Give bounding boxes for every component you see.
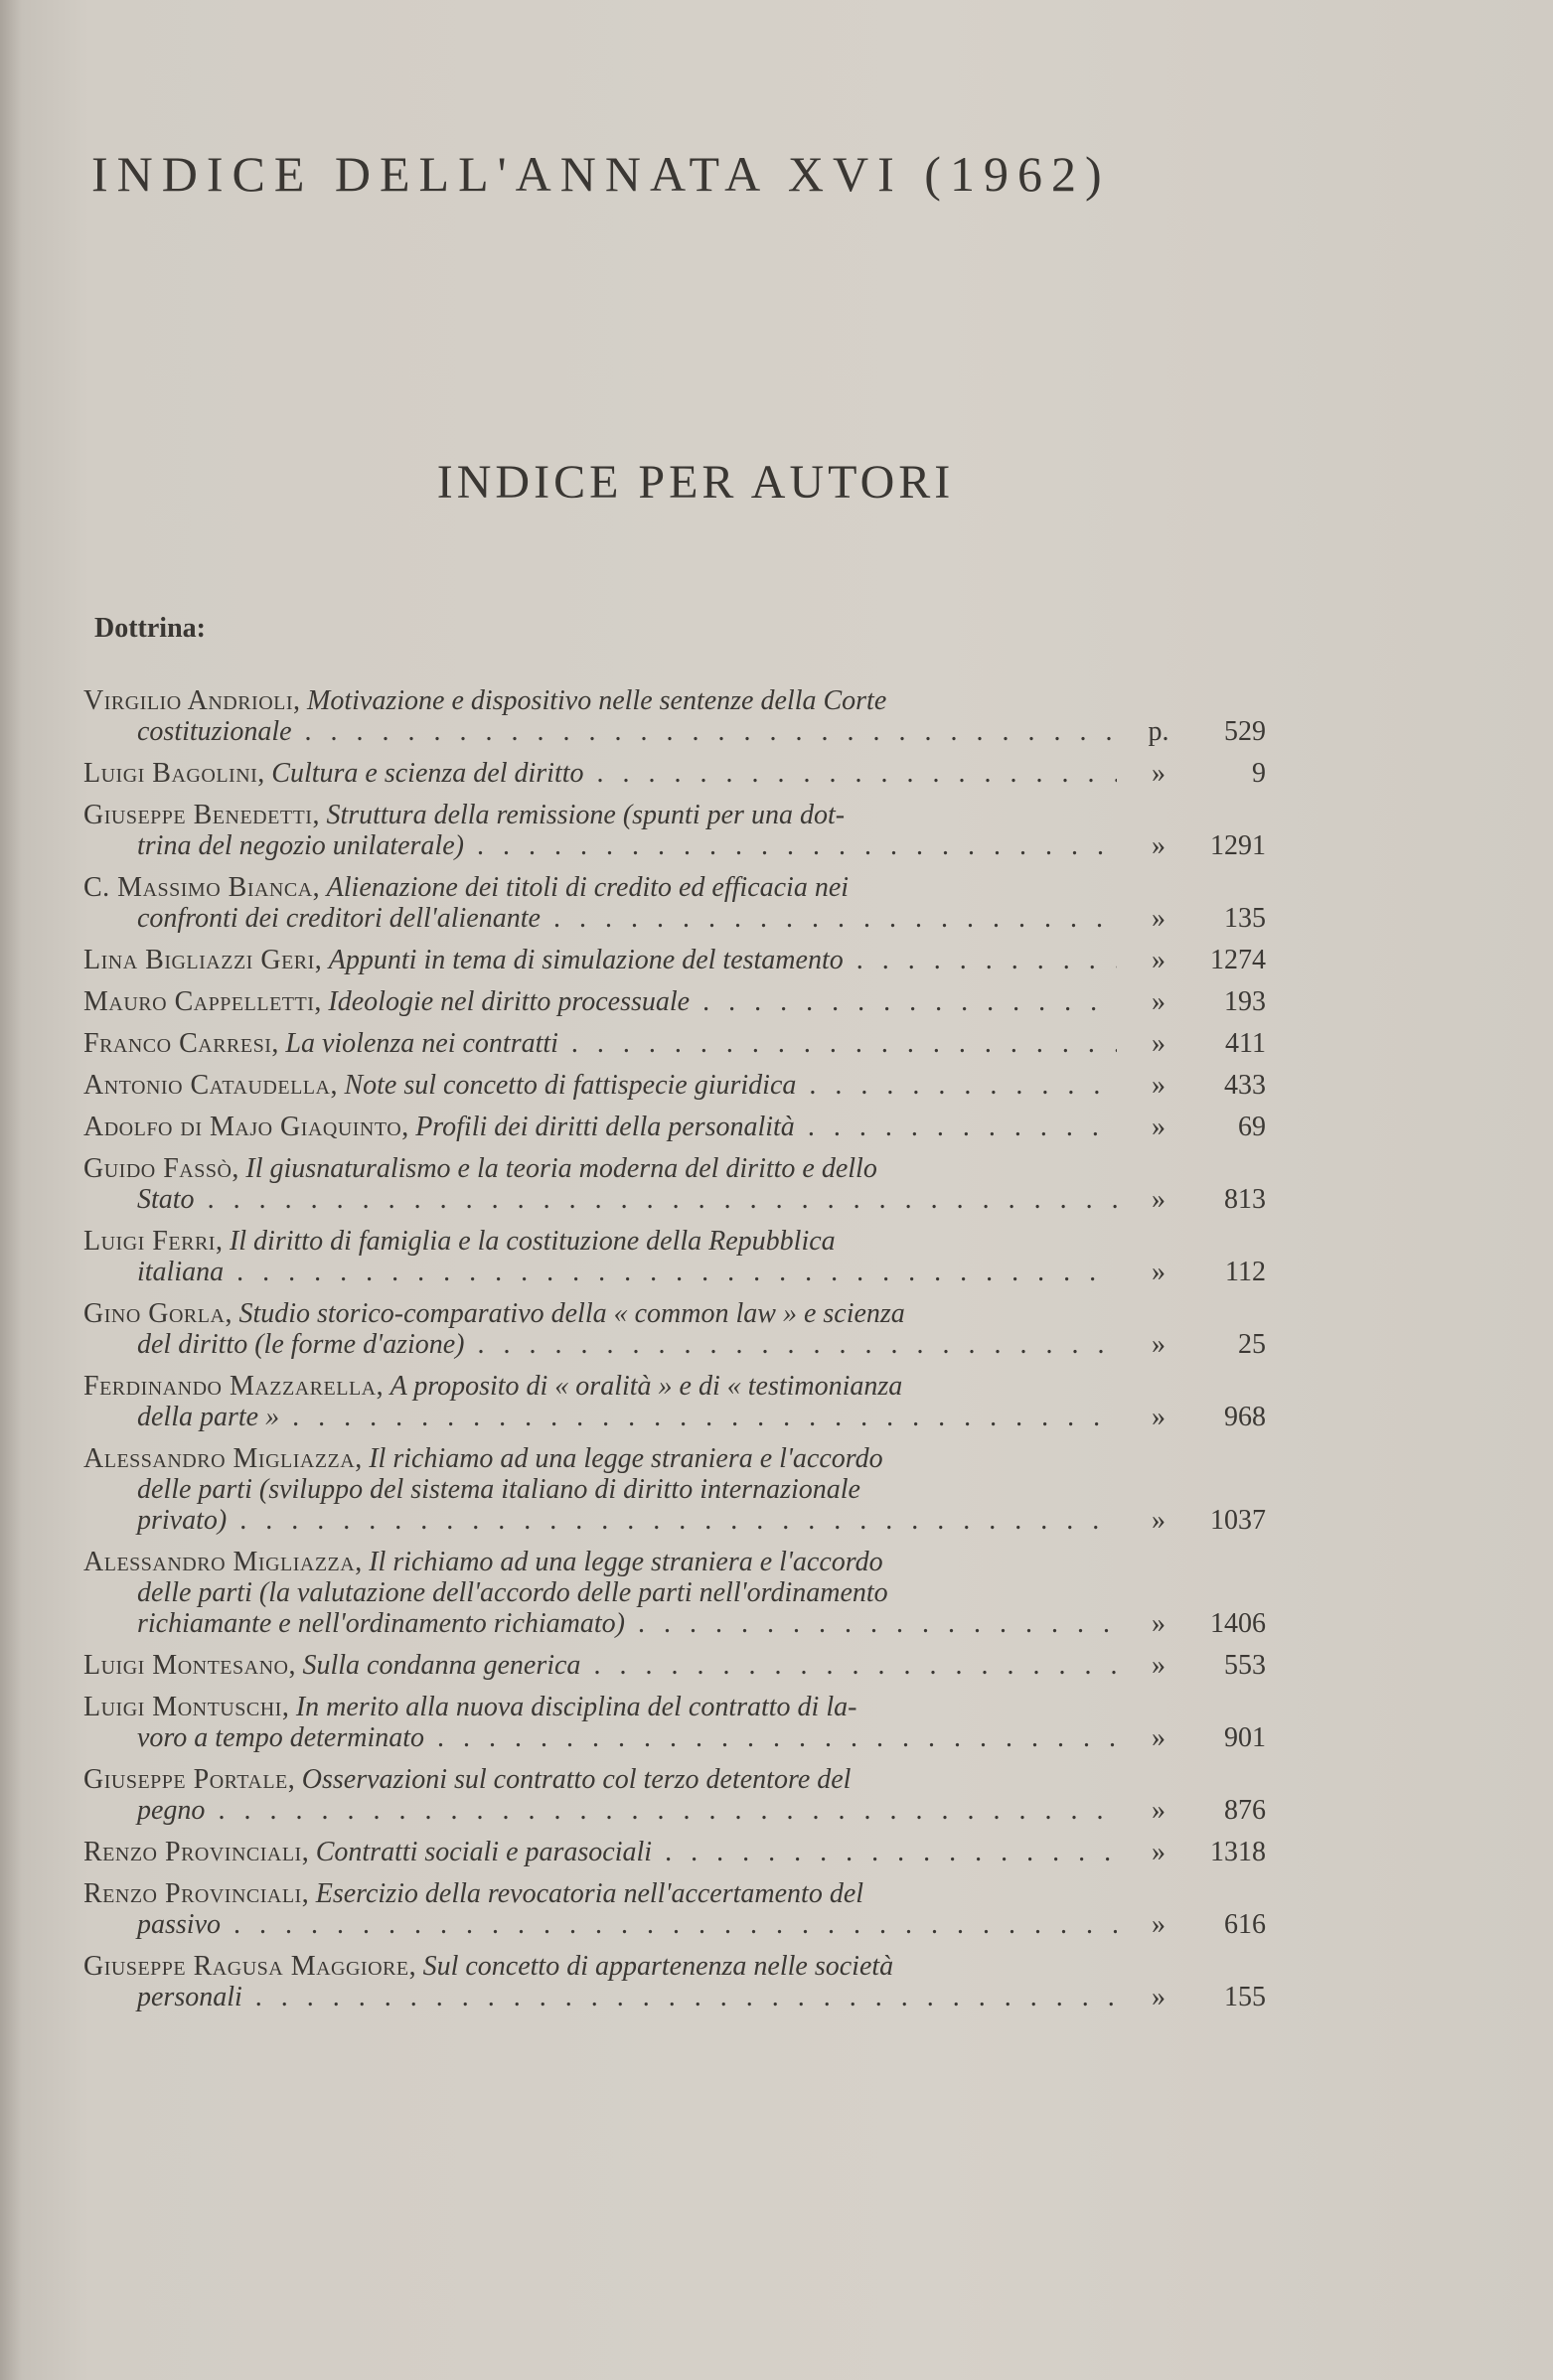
page-number: 1406 [1210, 1608, 1266, 1639]
entry-author: Luigi Montuschi [83, 1692, 282, 1722]
index-entry [83, 685, 1266, 747]
index-entry [83, 872, 1266, 934]
entry-author: Virgilio Andrioli [83, 685, 294, 716]
entry-title: Il diritto di famiglia e la costituzione della Repubblica [229, 1226, 836, 1257]
page-marker: » [1152, 1608, 1165, 1639]
entry-author: Luigi Montesano [83, 1650, 289, 1681]
entry-first-line: Guido Fassò, Il giusnaturalismo e la teoria moderna del diritto e dello [83, 1153, 877, 1184]
entry-first-line: Lina Bigliazzi Geri, Appunti in tema di simulazione del testamento . . . [83, 945, 1117, 975]
index-entry [83, 1692, 1266, 1753]
entry-title: Profili dei diritti della personalità [415, 1112, 795, 1142]
entry-title: Sul concetto di appartenenza nelle società [422, 1951, 894, 1982]
subsection-heading: Dottrina: [94, 613, 206, 644]
entry-author: Giuseppe Ragusa Maggiore [83, 1951, 409, 1982]
entry-title: In merito alla nuova disciplina del contratto di la- [295, 1692, 857, 1722]
entry-first-line: Luigi Montesano, Sulla condanna generica . . . [83, 1650, 1117, 1681]
entry-first-line: Antonio Cataudella, Note sul concetto di fattispecie giuridica . . . [83, 1070, 1117, 1101]
entry-title-continued: passivo . . . [83, 1909, 1117, 1940]
entry-title: Struttura della remissione (spunti per una dot- [326, 800, 846, 830]
entry-author: Mauro Cappelletti [83, 986, 315, 1017]
entry-first-line: Ferdinando Mazzarella, A proposito di « oralità » e di « testimonianza [83, 1371, 903, 1402]
entry-first-line: Alessandro Migliazza, Il richiamo ad una legge straniera e l'accordo [83, 1443, 883, 1474]
entry-title: Il richiamo ad una legge straniera e l'accordo [369, 1547, 883, 1577]
index-entry [83, 800, 1266, 861]
page-number: 135 [1224, 903, 1266, 934]
page-number: 1291 [1210, 830, 1266, 861]
page-number: 1274 [1210, 945, 1266, 975]
entry-title: Note sul concetto di fattispecie giuridica [344, 1070, 797, 1101]
entry-title-continued: del diritto (le forme d'azione) . . . [83, 1329, 1117, 1360]
entry-title-continued: personali . . . [83, 1982, 1117, 2012]
index-entry [83, 1764, 1266, 1826]
page-number: 876 [1224, 1795, 1266, 1826]
entry-author: Luigi Bagolini [83, 758, 258, 789]
entry-title-continued: privato) . . . [83, 1505, 1117, 1536]
page-marker: » [1152, 1837, 1165, 1867]
entry-first-line: Giuseppe Benedetti, Struttura della remissione (spunti per una dot- [83, 800, 846, 830]
page-marker: » [1152, 1722, 1165, 1753]
page-number: 9 [1252, 758, 1266, 789]
entry-first-line: Franco Carresi, La violenza nei contratti . . . [83, 1028, 1117, 1059]
entry-title: Appunti in tema di simulazione del testamento [328, 945, 844, 975]
entry-title: Osservazioni sul contratto col terzo detentore del [301, 1764, 852, 1795]
index-entry [83, 1298, 1266, 1360]
entry-first-line: Luigi Ferri, Il diritto di famiglia e la costituzione della Repubblica [83, 1226, 836, 1257]
page-number: 193 [1224, 986, 1266, 1017]
page-number: 112 [1225, 1257, 1266, 1287]
entry-title-continued: Stato . . . [83, 1184, 1117, 1215]
index-entry [83, 1837, 1266, 1867]
page-number: 411 [1225, 1028, 1266, 1059]
page-marker: » [1152, 1028, 1165, 1059]
entry-title: A proposito di « oralità » e di « testimonianza [389, 1371, 903, 1402]
page-number: 1037 [1210, 1505, 1266, 1536]
page-marker: » [1152, 1505, 1165, 1536]
page-marker: » [1152, 1329, 1165, 1360]
entry-author: Giuseppe Portale [83, 1764, 288, 1795]
entry-first-line: Luigi Bagolini, Cultura e scienza del diritto . . . [83, 758, 1117, 789]
entry-first-line: C. Massimo Bianca, Alienazione dei titoli di credito ed efficacia nei [83, 872, 850, 903]
page-number: 155 [1224, 1982, 1266, 2012]
entry-title-continued: costituzionale . . . [83, 716, 1117, 747]
entry-title-continued: della parte » . . . [83, 1402, 1117, 1432]
entry-title: Il giusnaturalismo e la teoria moderna del diritto e dello [245, 1153, 877, 1184]
page-number: 433 [1224, 1070, 1266, 1101]
index-entry [83, 1443, 1266, 1536]
entry-author: Alessandro Migliazza [83, 1443, 356, 1474]
page-number: 69 [1238, 1112, 1266, 1142]
main-title: INDICE DELL'ANNATA XVI (1962) [91, 146, 1111, 202]
index-entry [83, 1951, 1266, 2012]
entry-title: Contratti sociali e parasociali [315, 1837, 653, 1867]
index-entry [83, 1878, 1266, 1940]
entry-title: Sulla condanna generica [302, 1650, 581, 1681]
entry-title: Il richiamo ad una legge straniera e l'accordo [369, 1443, 883, 1474]
entry-first-line: Alessandro Migliazza, Il richiamo ad una legge straniera e l'accordo [83, 1547, 883, 1577]
entry-first-line: Mauro Cappelletti, Ideologie nel diritto processuale . . . [83, 986, 1117, 1017]
entry-author: Ferdinando Mazzarella [83, 1371, 377, 1402]
entry-title-continued: delle parti (la valutazione dell'accordo delle parti nell'ordinamento [137, 1577, 888, 1608]
page-number: 616 [1224, 1909, 1266, 1940]
index-entry [83, 945, 1266, 975]
entry-first-line: Giuseppe Ragusa Maggiore, Sul concetto di appartenenza nelle società [83, 1951, 894, 1982]
entry-author: Antonio Cataudella [83, 1070, 331, 1101]
page-number: 1318 [1210, 1837, 1266, 1867]
entry-title: Alienazione dei titoli di credito ed efficacia nei [326, 872, 850, 903]
entry-title-continued: italiana . . . [83, 1257, 1117, 1287]
entry-author: Alessandro Migliazza [83, 1547, 356, 1577]
entry-first-line: Renzo Provinciali, Contratti sociali e parasociali . . . [83, 1837, 1117, 1867]
page-marker: » [1152, 1650, 1165, 1681]
entry-author: Adolfo di Majo Giaquinto [83, 1112, 402, 1142]
entry-first-line: Luigi Montuschi, In merito alla nuova disciplina del contratto di la- [83, 1692, 857, 1722]
entry-title: Ideologie nel diritto processuale [328, 986, 691, 1017]
entry-author: Giuseppe Benedetti [83, 800, 313, 830]
page-marker: » [1152, 1982, 1165, 2012]
index-entry [83, 1650, 1266, 1681]
index-entry [83, 1153, 1266, 1215]
page-marker: » [1152, 830, 1165, 861]
page-number: 901 [1224, 1722, 1266, 1753]
page-marker: » [1152, 1402, 1165, 1432]
entry-author: Gino Gorla [83, 1298, 226, 1329]
page-marker: » [1152, 1112, 1165, 1142]
page-marker: » [1152, 1184, 1165, 1215]
index-entry [83, 1028, 1266, 1059]
entry-author: Franco Carresi [83, 1028, 272, 1059]
index-entry [83, 758, 1266, 789]
entry-first-line: Virgilio Andrioli, Motivazione e dispositivo nelle sentenze della Corte [83, 685, 887, 716]
section-title: INDICE PER AUTORI [436, 456, 955, 509]
page-marker: » [1152, 1070, 1165, 1101]
index-entry [83, 1547, 1266, 1639]
entry-title: Motivazione e dispositivo nelle sentenze della Corte [307, 685, 887, 716]
entry-title-continued: voro a tempo determinato . . . [83, 1722, 1117, 1753]
entry-first-line: Giuseppe Portale, Osservazioni sul contratto col terzo detentore del [83, 1764, 852, 1795]
index-entry [83, 1226, 1266, 1287]
page-number: 813 [1224, 1184, 1266, 1215]
entry-first-line: Gino Gorla, Studio storico-comparativo della « common law » e scienza [83, 1298, 905, 1329]
page-number: 529 [1224, 716, 1266, 747]
index-entry [83, 1371, 1266, 1432]
entry-author: C. Massimo Bianca [83, 872, 313, 903]
entry-first-line: Adolfo di Majo Giaquinto, Profili dei diritti della personalità . . . [83, 1112, 1117, 1142]
entry-title: La violenza nei contratti [285, 1028, 558, 1059]
page-marker: » [1152, 758, 1165, 789]
page-number: 25 [1238, 1329, 1266, 1360]
page-marker: » [1152, 903, 1165, 934]
page-marker: » [1152, 1257, 1165, 1287]
page-marker: » [1152, 986, 1165, 1017]
page-marker: » [1152, 945, 1165, 975]
page-marker: p. [1148, 716, 1169, 747]
index-entry [83, 986, 1266, 1017]
entry-author: Guido Fassò [83, 1153, 233, 1184]
page-number: 968 [1224, 1402, 1266, 1432]
entry-title-continued: trina del negozio unilaterale) . . . [83, 830, 1117, 861]
entry-first-line: Renzo Provinciali, Esercizio della revocatoria nell'accertamento del [83, 1878, 864, 1909]
entry-title-continued: richiamante e nell'ordinamento richiamato) . . . [83, 1608, 1117, 1639]
entry-title-continued: confronti dei creditori dell'alienante . . . [83, 903, 1117, 934]
entry-author: Renzo Provinciali [83, 1878, 302, 1909]
entry-author: Renzo Provinciali [83, 1837, 302, 1867]
author-index-list [83, 685, 1266, 2023]
entry-title-continued: delle parti (sviluppo del sistema italiano di diritto internazionale [137, 1474, 860, 1505]
page-marker: » [1152, 1909, 1165, 1940]
index-entry [83, 1070, 1266, 1101]
entry-title: Cultura e scienza del diritto [271, 758, 584, 789]
entry-title: Esercizio della revocatoria nell'accertamento del [315, 1878, 864, 1909]
page-number: 553 [1224, 1650, 1266, 1681]
index-entry [83, 1112, 1266, 1142]
entry-title: Studio storico-comparativo della « common law » e scienza [238, 1298, 905, 1329]
entry-title-continued: pegno . . . [83, 1795, 1117, 1826]
entry-author: Luigi Ferri [83, 1226, 216, 1257]
page-marker: » [1152, 1795, 1165, 1826]
entry-author: Lina Bigliazzi Geri [83, 945, 315, 975]
